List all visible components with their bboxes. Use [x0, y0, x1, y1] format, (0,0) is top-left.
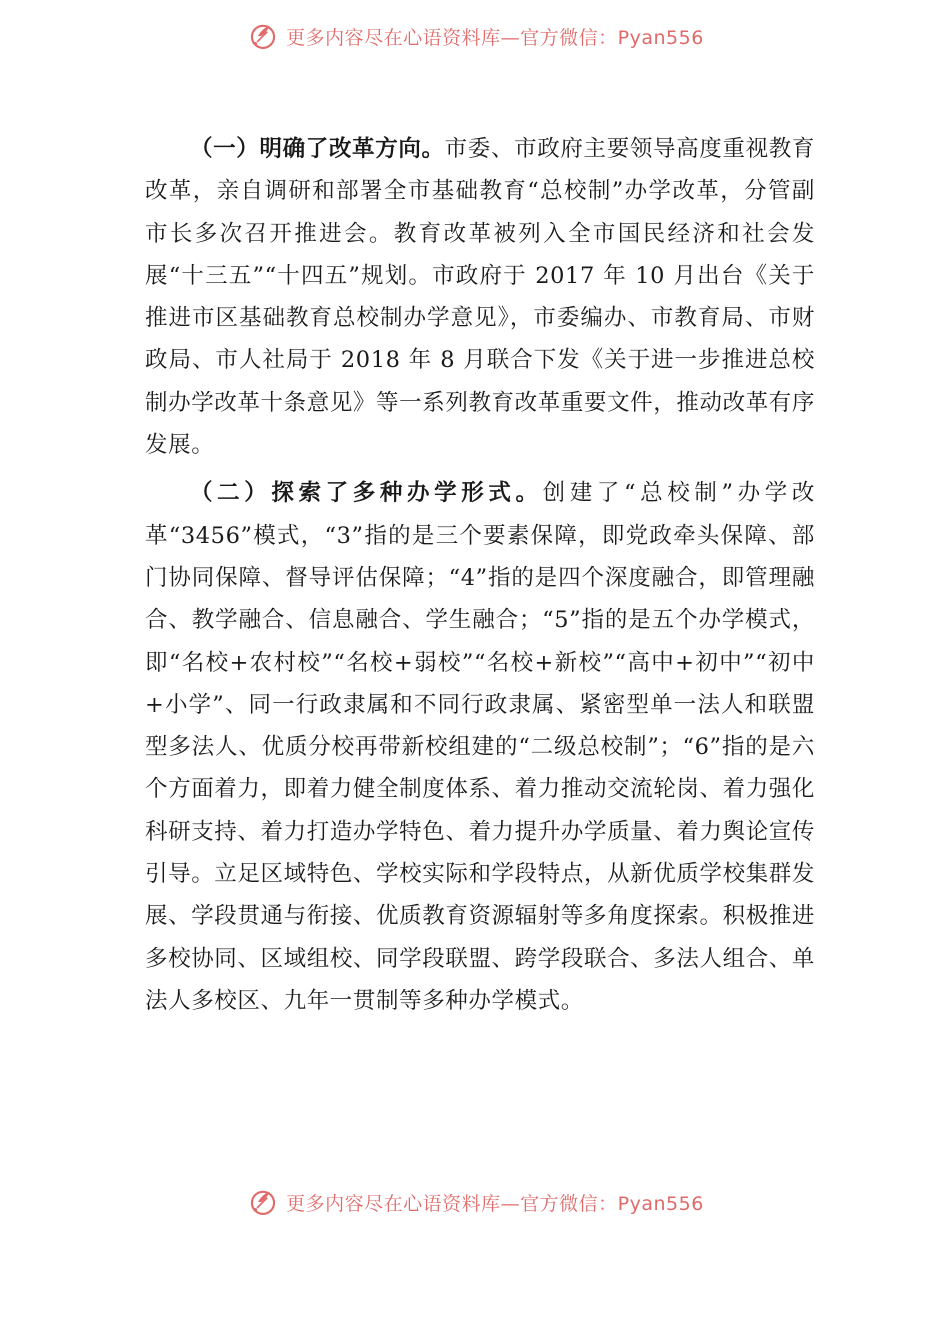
quill-heart-logo-icon — [246, 1185, 280, 1219]
watermark-text: 更多内容尽在心语资料库—官方微信：Pyan556 — [286, 26, 704, 49]
watermark-text: 更多内容尽在心语资料库—官方微信：Pyan556 — [286, 1192, 704, 1215]
paragraph-2-body: 创建了“总校制”办学改革“3456”模式，“3”指的是三个要素保障，即党政牵头保障、部门协同保障、督导评估保障；“4”指的是四个深度融合，即管理融合、教学融合、信息融合、学生融合；“5”指的是五个办学模式，即“名校+农村校”“名校+弱校”“名校+新校”“高中+初中”“初中+小学”、同一行政隶属和不同行政隶属、紧密型单一法人和联盟型多法人、优质分校再带新校组建的“二级总校制”；“6”指的是六个方面着力，即着力健全制度体系、着力推动交流轮岗、着力强化科研支持、着力打造办学特色、着力提升办学质量、着力舆论宣传引导。立足区域特色、学校实际和学段特点，从新优质学校集群发展、学段贯通与衔接、优质教育资源辐射等多角度探索。积极推进多校协同、区域组校、同学段联盟、跨学段联合、多法人组合、单法人多校区、九年一贯制等多种办学模式。 — [145, 480, 815, 1014]
quill-heart-logo-icon — [246, 19, 280, 53]
header-watermark — [0, 16, 950, 56]
footer-watermark — [0, 1182, 950, 1222]
paragraph-1-body: 市委、市政府主要领导高度重视教育改革，亲自调研和部署全市基础教育“总校制”办学改革，分管副市长多次召开推进会。教育改革被列入全市国民经济和社会发展“十三五”“十四五”规划。市政府于 2017 年 10 月出台《关于推进市区基础教育总校制办学意见》，市委编办、市教育局、市财政局、市人社局于 2018 年 8 月联合下发《关于进一步推进总校制办学改革十条意见》等一系列教育改革重要文件，推动改革有序发展。 — [145, 136, 815, 459]
paragraph-2 — [145, 472, 815, 1022]
paragraph-1-heading: （一）明确了改革方向。 — [190, 136, 445, 162]
paragraph-2-heading: （二）探索了多种办学形式。 — [190, 480, 543, 507]
paragraph-1 — [145, 128, 815, 466]
document-body — [145, 128, 815, 1028]
